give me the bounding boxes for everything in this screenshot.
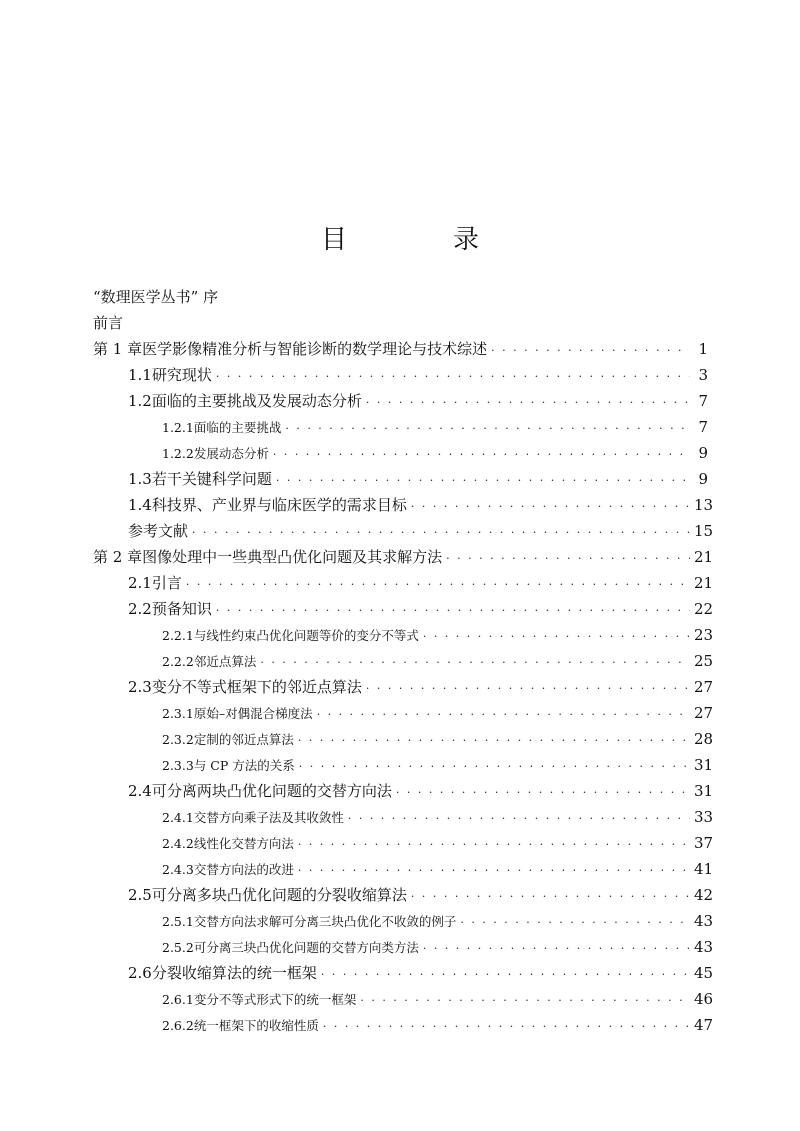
toc-entry-number: 2.2.1 xyxy=(162,628,194,643)
toc-section-1-2[interactable] xyxy=(128,388,708,414)
toc-section-2-5[interactable] xyxy=(128,882,714,908)
toc-section-2-2[interactable] xyxy=(128,596,714,622)
toc-section-2-1[interactable] xyxy=(128,570,714,596)
toc-entry-number: 1.4 xyxy=(128,496,152,514)
toc-subsection-1-2-2[interactable] xyxy=(162,440,708,466)
toc-entry-title: 变分不等式形式下的统一框架 xyxy=(193,992,357,1007)
toc-entry-title: 面临的主要挑战及发展动态分析 xyxy=(151,392,362,410)
toc-section-1-1[interactable] xyxy=(128,362,708,388)
toc-entry-title: 科技界、产业界与临床医学的需求目标 xyxy=(151,496,407,514)
toc-entry-title: 线性化交替方向法 xyxy=(193,836,294,851)
toc-entry-number: 2.5.1 xyxy=(162,914,194,929)
toc-entry-title: 若干关键科学问题 xyxy=(151,470,272,488)
toc-entry-number: 2.3.3 xyxy=(162,758,194,773)
leader-dots xyxy=(299,754,690,780)
leader-dots xyxy=(298,728,690,754)
leader-dots xyxy=(276,468,690,494)
toc-entry-page: 25 xyxy=(694,652,714,670)
toc-entry-page: 15 xyxy=(694,522,714,540)
toc-entry-page: 41 xyxy=(694,860,714,878)
toc-section-1-3[interactable] xyxy=(128,466,708,492)
toc-entry-title: 预备知识 xyxy=(151,600,212,618)
toc-entry-page: 23 xyxy=(694,626,714,644)
toc-entry-number: 2.2.2 xyxy=(162,654,194,669)
toc-entry-title: 交替方向乘子法及其收敛性 xyxy=(193,810,344,825)
toc-entry-title: 分裂收缩算法的统一框架 xyxy=(151,964,317,982)
toc-entry-title: 前言 xyxy=(93,314,124,332)
leader-dots xyxy=(396,780,690,806)
toc-entry-number: 2.4.1 xyxy=(162,810,194,825)
leader-dots xyxy=(366,676,690,702)
toc-entry-title: 与线性约束凸优化问题等价的变分不等式 xyxy=(193,628,419,643)
leader-dots xyxy=(460,910,690,936)
toc-subsection-2-3-1[interactable] xyxy=(162,700,714,726)
toc-entry-page: 31 xyxy=(694,756,714,774)
toc-references-ch1[interactable] xyxy=(128,518,714,544)
toc-entry-number: 2.5.2 xyxy=(162,940,194,955)
toc-entry-page: 3 xyxy=(698,366,708,384)
leader-dots xyxy=(216,364,690,390)
toc-entry-number: 1.3 xyxy=(128,470,152,488)
toc-entry-number: 2.1 xyxy=(128,574,152,592)
leader-dots xyxy=(366,390,690,416)
leader-dots xyxy=(348,806,690,832)
leader-dots xyxy=(491,338,690,364)
toc-entry-number: 2.4.2 xyxy=(162,836,194,851)
toc-entry-page: 1 xyxy=(698,340,708,358)
toc-entry-series-preface[interactable] xyxy=(93,284,708,310)
toc-subsection-1-2-1[interactable] xyxy=(162,414,708,440)
toc-entry-number: 2.3.1 xyxy=(162,706,194,721)
toc-entry-title: 引言 xyxy=(151,574,182,592)
toc-entry-title: 定制的邻近点算法 xyxy=(193,732,294,747)
leader-dots xyxy=(323,1014,690,1040)
toc-subsection-2-3-2[interactable] xyxy=(162,726,714,752)
toc-chapter-1[interactable] xyxy=(93,336,708,362)
toc-subsection-2-5-2[interactable] xyxy=(162,934,714,960)
toc-entry-title: 研究现状 xyxy=(151,366,212,384)
leader-dots xyxy=(360,988,690,1014)
toc-entry-page: 7 xyxy=(698,418,708,436)
toc-entry-number: 第 2 章 xyxy=(93,548,143,566)
toc-entry-page: 43 xyxy=(694,912,714,930)
toc-entry-page: 9 xyxy=(698,444,708,462)
toc-entry-title: 医学影像精准分析与智能诊断的数学理论与技术综述 xyxy=(142,340,488,358)
toc-entry-page: 37 xyxy=(694,834,714,852)
leader-dots xyxy=(285,416,690,442)
toc-subsection-2-2-1[interactable] xyxy=(162,622,714,648)
toc-subsection-2-5-1[interactable] xyxy=(162,908,714,934)
toc-entry-title: “数理医学丛书” 序 xyxy=(93,288,219,306)
toc-entry-title: 邻近点算法 xyxy=(193,654,257,669)
page-title: 目 录 xyxy=(320,225,519,255)
leader-dots xyxy=(216,598,690,624)
toc-entry-title: 统一框架下的收缩性质 xyxy=(193,1018,319,1033)
toc-entry-number: 2.5 xyxy=(128,886,152,904)
toc-entry-page: 21 xyxy=(694,574,714,592)
toc-subsection-2-6-1[interactable] xyxy=(162,986,714,1012)
toc-entry-title: 变分不等式框架下的邻近点算法 xyxy=(151,678,362,696)
toc-entry-number: 2.3.2 xyxy=(162,732,194,747)
toc-entry-page: 47 xyxy=(694,1016,714,1034)
toc-entry-page: 33 xyxy=(694,808,714,826)
toc-subsection-2-4-3[interactable] xyxy=(162,856,714,882)
toc-entry-page: 45 xyxy=(694,964,714,982)
leader-dots xyxy=(423,624,690,650)
toc-subsection-2-2-2[interactable] xyxy=(162,648,714,674)
toc-entry-page: 31 xyxy=(694,782,714,800)
toc-entry-title: 图像处理中一些典型凸优化问题及其求解方法 xyxy=(142,548,443,566)
toc-entry-page: 42 xyxy=(694,886,714,904)
toc-entry-number: 1.1 xyxy=(128,366,152,384)
leader-dots xyxy=(317,702,690,728)
leader-dots xyxy=(423,936,690,962)
toc-entry-number: 2.6.1 xyxy=(162,992,194,1007)
leader-dots xyxy=(260,650,690,676)
toc-subsection-2-6-2[interactable] xyxy=(162,1012,714,1038)
toc-entry-number: 第 1 章 xyxy=(93,340,143,358)
toc-subsection-2-4-2[interactable] xyxy=(162,830,714,856)
leader-dots xyxy=(321,962,690,988)
toc-section-1-4[interactable] xyxy=(128,492,714,518)
toc-section-2-4[interactable] xyxy=(128,778,714,804)
toc-entry-number: 2.3 xyxy=(128,678,152,696)
leader-dots xyxy=(273,442,690,468)
toc-section-2-6[interactable] xyxy=(128,960,714,986)
leader-dots xyxy=(411,494,690,520)
toc-entry-title: 交替方向法的改进 xyxy=(193,862,294,877)
toc-entry-page: 28 xyxy=(694,730,714,748)
toc-entry-title: 与 CP 方法的关系 xyxy=(193,758,295,773)
toc-entry-title: 可分离多块凸优化问题的分裂收缩算法 xyxy=(151,886,407,904)
toc-entry-page: 27 xyxy=(694,704,714,722)
leader-dots xyxy=(411,884,690,910)
toc-entry-title: 面临的主要挑战 xyxy=(193,420,282,435)
toc-entry-page: 22 xyxy=(694,600,714,618)
toc-entry-title: 原始–对偶混合梯度法 xyxy=(193,706,313,721)
leader-dots xyxy=(298,858,690,884)
toc-subsection-2-3-3[interactable] xyxy=(162,752,714,778)
toc-subsection-2-4-1[interactable] xyxy=(162,804,714,830)
leader-dots xyxy=(186,572,690,598)
toc-entry-title: 发展动态分析 xyxy=(193,446,269,461)
toc-entry-preface[interactable] xyxy=(93,310,708,336)
leader-dots xyxy=(298,832,690,858)
leader-dots xyxy=(446,546,690,572)
toc-entry-page: 9 xyxy=(698,470,708,488)
leader-dots xyxy=(192,520,690,546)
toc-entry-title: 可分离两块凸优化问题的交替方向法 xyxy=(151,782,392,800)
toc-entry-number: 2.4.3 xyxy=(162,862,194,877)
toc-entry-number: 1.2.1 xyxy=(162,420,194,435)
toc-entry-title: 可分离三块凸优化问题的交替方向类方法 xyxy=(193,940,419,955)
toc-chapter-2[interactable] xyxy=(93,544,714,570)
toc-entry-page: 21 xyxy=(694,548,714,566)
toc-entry-number: 2.4 xyxy=(128,782,152,800)
toc-entry-number: 2.6 xyxy=(128,964,152,982)
toc-entry-page: 13 xyxy=(694,496,714,514)
toc-entry-title: 参考文献 xyxy=(128,522,189,540)
toc-entry-number: 2.2 xyxy=(128,600,152,618)
toc-entry-number: 1.2.2 xyxy=(162,446,194,461)
toc-section-2-3[interactable] xyxy=(128,674,714,700)
toc-entry-page: 27 xyxy=(694,678,714,696)
toc-entry-page: 46 xyxy=(694,990,714,1008)
toc-entry-page: 7 xyxy=(698,392,708,410)
toc-entry-title: 交替方向法求解可分离三块凸优化不收敛的例子 xyxy=(193,914,457,929)
toc-entry-number: 2.6.2 xyxy=(162,1018,194,1033)
toc-entry-number: 1.2 xyxy=(128,392,152,410)
toc-entry-page: 43 xyxy=(694,938,714,956)
